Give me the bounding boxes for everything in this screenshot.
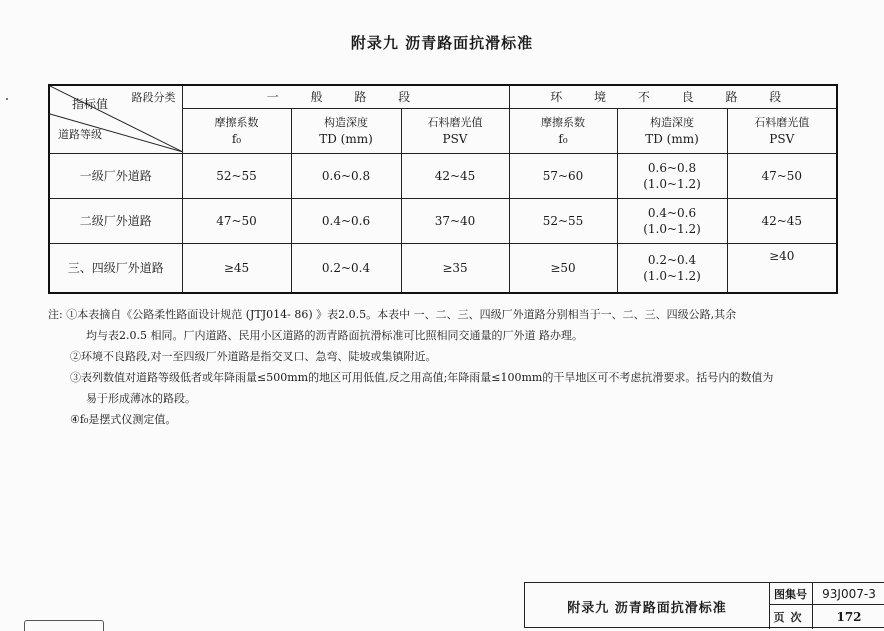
corner-label-section-type: 路段分类 xyxy=(131,91,176,104)
atlas-number-value: 93J007-3 xyxy=(813,583,884,605)
table-row xyxy=(49,199,837,244)
column-header: 构造深度 TD (mm) xyxy=(291,109,401,154)
column-header: 石料磨光值 PSV xyxy=(401,109,509,154)
table-cell: ≥45 xyxy=(182,244,291,294)
table-cell: 0.2~0.4 (1.0~1.2) xyxy=(617,244,727,294)
group-header-normal: 一 般 路 段 xyxy=(182,85,509,109)
column-header: 摩擦系数 f₀ xyxy=(509,109,617,154)
page-title: 附录九 沥青路面抗滑标准 xyxy=(350,34,534,52)
road-grade-cell: 三、四级厂外道路 xyxy=(49,244,182,294)
title-block xyxy=(524,582,884,628)
page-number-label: 页次 xyxy=(769,605,813,629)
notes-prefix: 注: xyxy=(48,308,63,321)
column-header: 摩擦系数 f₀ xyxy=(182,109,291,154)
table-corner-cell xyxy=(49,85,182,154)
table-cell: 0.6~0.8 (1.0~1.2) xyxy=(617,154,727,199)
corner-label-road-grade: 道路等级 xyxy=(58,128,102,141)
table-cell: 52~55 xyxy=(509,199,617,244)
table-cell: 52~55 xyxy=(182,154,291,199)
road-grade-cell: 一级厂外道路 xyxy=(49,154,182,199)
table-cell: ≥50 xyxy=(509,244,617,294)
table-cell: 0.2~0.4 xyxy=(291,244,401,294)
table-cell: ≥35 xyxy=(401,244,509,294)
atlas-number-label: 图集号 xyxy=(769,583,813,605)
table-row xyxy=(49,244,837,294)
title-block-name: 附录九 沥青路面抗滑标准 xyxy=(525,583,770,629)
table-cell: 42~45 xyxy=(727,199,837,244)
group-header-adverse: 环 境 不 良 路 段 xyxy=(509,85,837,109)
note-1-continued: 均与表2.0.5 相同。厂内道路、民用小区道路的沥青路面抗滑标准可比照相同交通量的厂外道 路办理。 xyxy=(86,329,583,342)
table-cell: 42~45 xyxy=(401,154,509,199)
note-1: 注: ①本表摘自《公路柔性路面设计规范 (JTJ014- 86) 》表2.0.5。本表中 一、二、三、四级厂外道路分别相当于一、二、三、四级公路,其余 xyxy=(48,308,737,321)
column-header: 石料磨光值 PSV xyxy=(727,109,837,154)
note-3: ③表列数值对道路等级低者或年降雨量≤500mm的地区可用低值,反之用高值;年降雨量≤100mm的干旱地区可不考虑抗滑要求。括号内的数值为 xyxy=(70,371,774,384)
skid-resistance-table xyxy=(48,84,838,294)
column-header: 构造深度 TD (mm) xyxy=(617,109,727,154)
table-cell: 0.4~0.6 xyxy=(291,199,401,244)
table-cell: ≥40 xyxy=(727,244,837,294)
page-number-value: 172 xyxy=(836,610,862,624)
table-cell: 0.4~0.6 (1.0~1.2) xyxy=(617,199,727,244)
scan-speck xyxy=(6,98,8,100)
table-cell: 57~60 xyxy=(509,154,617,199)
table-cell: 47~50 xyxy=(727,154,837,199)
corner-label-index: 指标值 xyxy=(72,97,109,111)
table-row xyxy=(49,154,837,199)
table-cell: 0.6~0.8 xyxy=(291,154,401,199)
note-3-continued: 易于形成薄冰的路段。 xyxy=(86,392,196,405)
note-2: ②环境不良路段,对一至四级厂外道路是指交叉口、急弯、陡坡或集镇附近。 xyxy=(70,350,437,363)
road-grade-cell: 二级厂外道路 xyxy=(49,199,182,244)
note-4: ④f₀是摆式仪测定值。 xyxy=(70,413,177,426)
notes-section xyxy=(48,304,848,430)
table-cell: 37~40 xyxy=(401,199,509,244)
table-cell: 47~50 xyxy=(182,199,291,244)
